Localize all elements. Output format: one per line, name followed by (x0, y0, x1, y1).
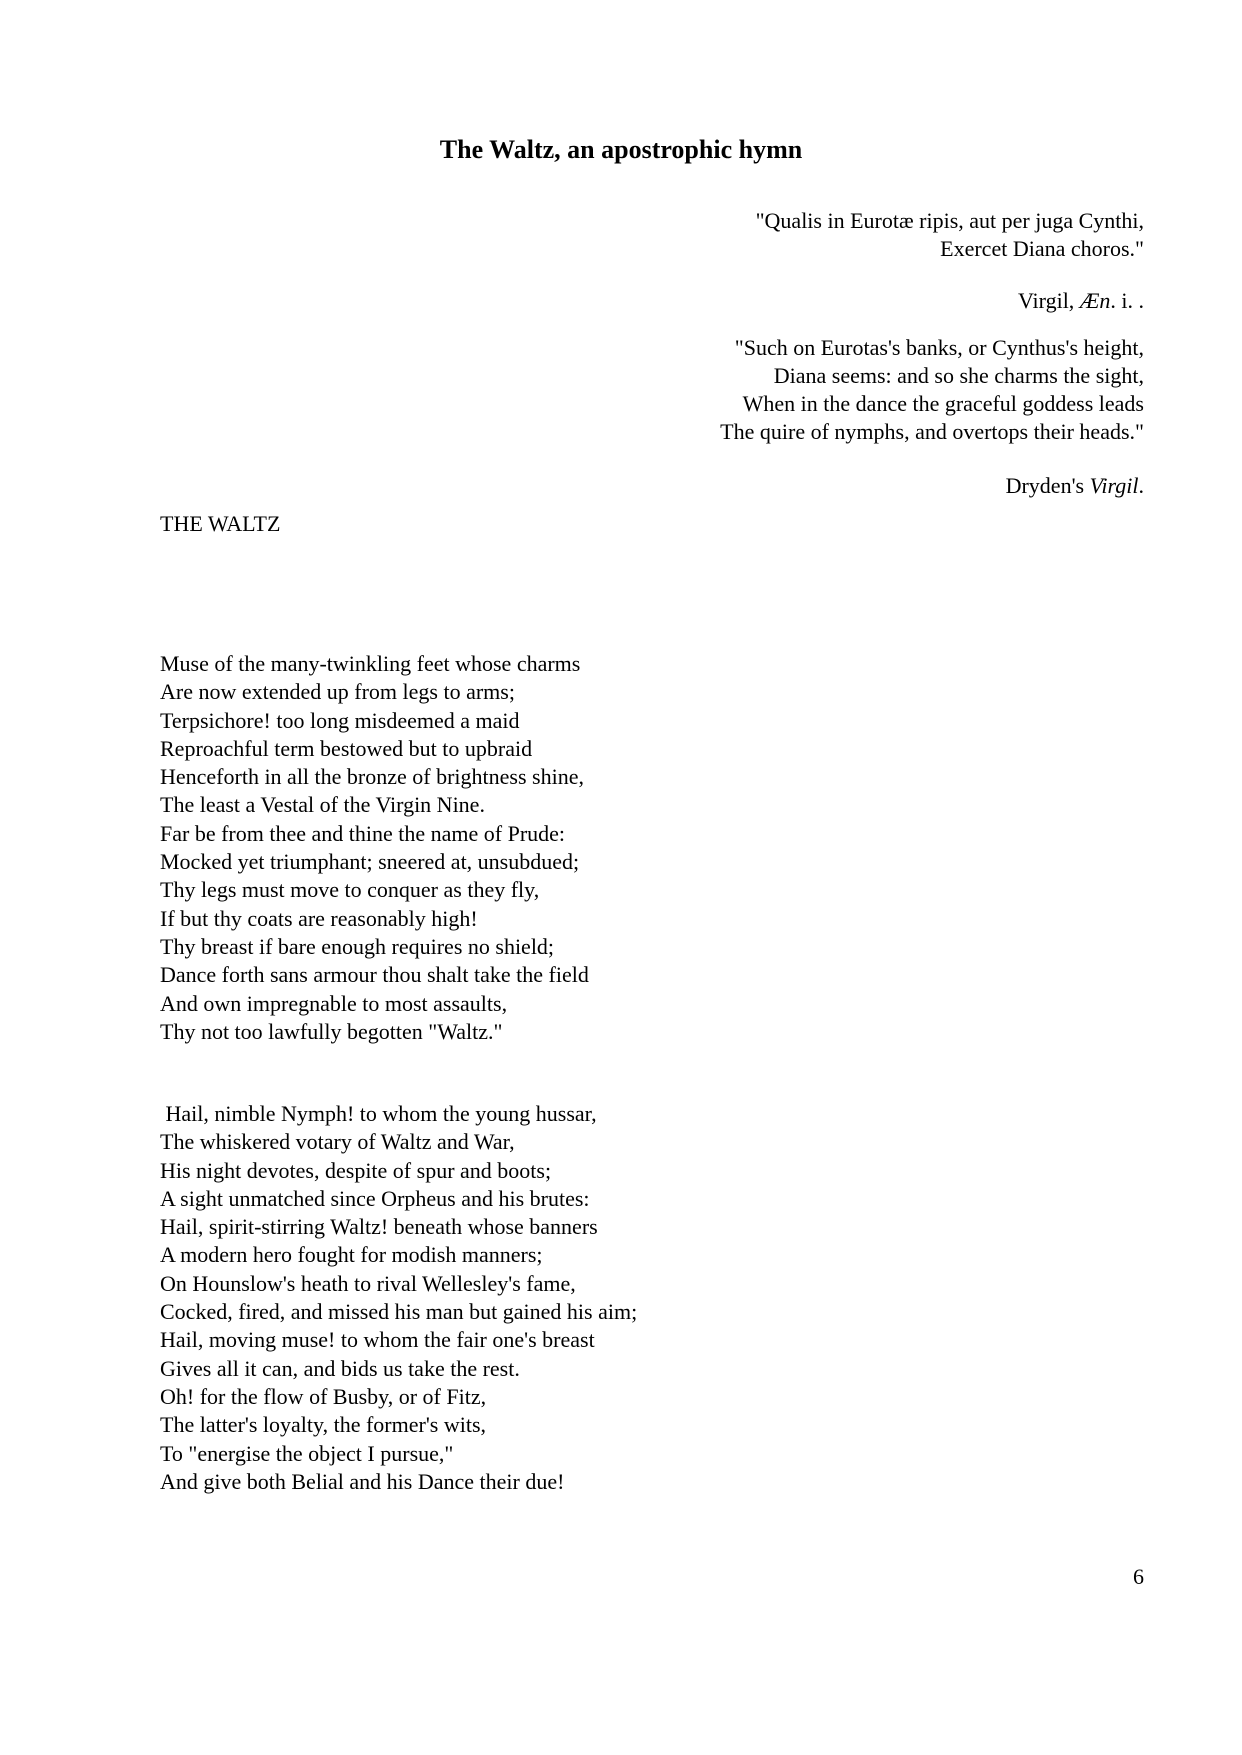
poem-line: Thy legs must move to conquer as they fly, (160, 877, 540, 903)
poem-line: Gives all it can, and bids us take the rest. (160, 1355, 520, 1381)
english-attribution (1006, 472, 1144, 500)
stanza (160, 650, 589, 1046)
poem-line: A modern hero fought for modish manners; (160, 1242, 543, 1268)
poem-line: His night devotes, despite of spur and boots; (160, 1157, 552, 1183)
poem-line: To "energise the object I pursue," (160, 1440, 454, 1466)
latin-attribution (1018, 287, 1144, 315)
english-epigraph (720, 334, 1144, 446)
latin-epigraph (756, 207, 1144, 263)
poem-line: Are now extended up from legs to arms; (160, 679, 515, 705)
poem-line: Reproachful term bestowed but to upbraid (160, 735, 533, 761)
poem-line: On Hounslow's heath to rival Wellesley's fame, (160, 1270, 576, 1296)
attribution-work: Æn (1079, 288, 1111, 313)
poem-line: Oh! for the flow of Busby, or of Fitz, (160, 1383, 487, 1409)
attribution-author: Virgil, (1017, 288, 1080, 313)
epigraph-line: The quire of nymphs, and overtops their heads." (720, 419, 1144, 444)
poem-line: A sight unmatched since Orpheus and his brutes: (160, 1185, 590, 1211)
epigraph-line: "Such on Eurotas's banks, or Cynthus's height, (734, 335, 1144, 360)
page-title: The Waltz, an apostrophic hymn (439, 135, 803, 164)
poem-line: If but thy coats are reasonably high! (160, 905, 478, 931)
poem-line: Far be from thee and thine the name of Prude: (160, 820, 566, 846)
poem-line: The latter's loyalty, the former's wits, (160, 1412, 487, 1438)
attribution-ref: . (1138, 473, 1144, 498)
poem-line: Hail, spirit-stirring Waltz! beneath whose banners (160, 1214, 598, 1240)
poem-line: Terpsichore! too long misdeemed a maid (160, 707, 520, 733)
stanza (160, 1100, 637, 1496)
poem-line: Cocked, fired, and missed his man but gained his aim; (160, 1299, 638, 1325)
poem-line: Hail, moving muse! to whom the fair one's breast (160, 1327, 595, 1353)
poem-line: Hail, nimble Nymph! to whom the young hussar, (160, 1101, 597, 1126)
attribution-author: Dryden's (1005, 473, 1090, 498)
epigraph-line: Exercet Diana choros." (940, 236, 1144, 261)
poem-line: Muse of the many-twinkling feet whose charms (160, 651, 581, 676)
epigraph-line: "Qualis in Eurotæ ripis, aut per juga Cynthi, (755, 208, 1144, 233)
poem-line: And give both Belial and his Dance their due! (160, 1468, 565, 1494)
poem-line: The whiskered votary of Waltz and War, (160, 1129, 515, 1155)
epigraph-line: When in the dance the graceful goddess leads (742, 391, 1144, 416)
epigraph-line: Diana seems: and so she charms the sight, (773, 363, 1144, 388)
attribution-work: Virgil (1089, 473, 1139, 498)
page-number: 6 (1133, 1564, 1144, 1589)
attribution-ref: . i. . (1110, 288, 1144, 313)
poem-line: Henceforth in all the bronze of brightness shine, (160, 764, 584, 790)
poem-line: The least a Vestal of the Virgin Nine. (160, 792, 485, 818)
poem-line: Dance forth sans armour thou shalt take the field (160, 962, 589, 988)
poem-line: Mocked yet triumphant; sneered at, unsubdued; (160, 849, 580, 875)
section-heading: THE WALTZ (160, 511, 281, 536)
poem-line: Thy not too lawfully begotten "Waltz." (160, 1018, 503, 1044)
poem-line: Thy breast if bare enough requires no shield; (160, 933, 555, 959)
poem-line: And own impregnable to most assaults, (160, 990, 508, 1016)
